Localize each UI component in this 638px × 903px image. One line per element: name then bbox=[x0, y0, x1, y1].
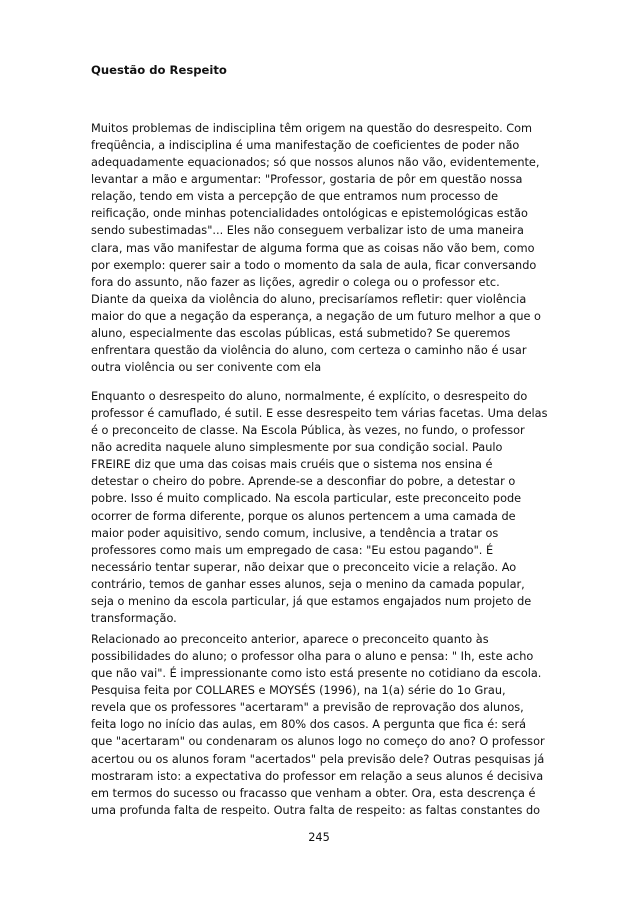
text-line: enfrentara questão da violência do aluno, com certeza o caminho não é usar bbox=[91, 344, 527, 358]
text-line: revela que os professores "acertaram" a previsão de reprovação dos alunos, bbox=[91, 701, 524, 715]
paragraph-1 bbox=[91, 120, 591, 376]
text-line: clara, mas vão manifestar de alguma forma que as coisas não vão bem, como bbox=[91, 241, 535, 255]
text-line: pobre. Isso é muito complicado. Na escola particular, este preconceito pode bbox=[91, 492, 522, 506]
text-line: levantar a mão e argumentar: "Professor, gostaria de pôr em questão nossa bbox=[91, 173, 523, 187]
text-line: necessário tentar superar, não deixar que o preconceito vicie a relação. Ao bbox=[91, 560, 517, 574]
text-line: professores como mais um empregado de casa: "Eu estou pagando". É bbox=[91, 543, 494, 557]
text-line: Diante da queixa da violência do aluno, precisaríamos refletir: quer violência bbox=[91, 292, 527, 306]
text-line: freqüência, a indisciplina é uma manifestação de coeficientes de poder não bbox=[91, 139, 520, 153]
text-line: outra violência ou ser conivente com ela bbox=[91, 361, 322, 375]
paragraph-2 bbox=[91, 388, 591, 627]
text-line: contrário, temos de ganhar esses alunos, seja o menino da camada popular, bbox=[91, 577, 525, 591]
text-line: feita logo no início das aulas, em 80% dos casos. A pergunta que fica é: será bbox=[91, 718, 527, 732]
text-line: por exemplo: querer sair a todo o momento da sala de aula, ficar conversando bbox=[91, 258, 537, 272]
text-line: fora do assunto, não fazer as lições, agredir o colega ou o professor etc. bbox=[91, 275, 500, 289]
text-line: ocorrer de forma diferente, porque os alunos pertencem a uma camada de bbox=[91, 509, 516, 523]
text-line: sendo subestimadas"... Eles não conseguem verbalizar isto de uma maneira bbox=[91, 224, 524, 238]
paragraph-3 bbox=[91, 631, 591, 819]
text-line: transformação. bbox=[91, 612, 177, 626]
text-line: professor é camuflado, é sutil. E esse desrespeito tem várias facetas. Uma delas bbox=[91, 407, 548, 421]
text-line: relação, tendo em vista a percepção de que entramos num processo de bbox=[91, 190, 499, 204]
page-title: Questão do Respeito bbox=[91, 63, 227, 77]
text-line: Relacionado ao preconceito anterior, aparece o preconceito quanto às bbox=[91, 633, 489, 646]
text-line: seja o menino da escola particular, já que estamos engajados num projeto de bbox=[91, 594, 532, 608]
text-line: em termos do sucesso ou fracasso que venham a obter. Ora, esta descrença é bbox=[91, 786, 536, 800]
text-line: uma profunda falta de respeito. Outra falta de respeito: as faltas constantes do bbox=[91, 803, 541, 817]
text-line: reificação, onde minhas potencialidades ontológicas e epistemológicas estão bbox=[91, 207, 528, 221]
text-line: é o preconceito de classe. Na Escola Pública, às vezes, no fundo, o professor bbox=[91, 424, 525, 438]
text-line: possibilidades do aluno; o professor olha para o aluno e pensa: " Ih, este acho bbox=[91, 650, 534, 664]
text-line: acertou ou os alunos foram "acertados" pela previsão dele? Outras pesquisas já bbox=[91, 752, 545, 766]
text-line: não acredita naquele aluno simplesmente por sua condição social. Paulo bbox=[91, 441, 503, 455]
text-line: Muitos problemas de indisciplina têm origem na questão do desrespeito. Com bbox=[91, 122, 533, 135]
text-line: Pesquisa feita por COLLARES e MOYSÉS (1996), na 1(a) série do 1o Grau, bbox=[91, 684, 506, 698]
text-line: adequadamente equacionados; só que nossos alunos não vão, evidentemente, bbox=[91, 156, 540, 170]
text-line: FREIRE diz que uma das coisas mais cruéis que o sistema nos ensina é bbox=[91, 458, 493, 472]
text-line: aluno, especialmente das escolas públicas, está submetido? Se queremos bbox=[91, 326, 511, 340]
text-line: Enquanto o desrespeito do aluno, normalmente, é explícito, o desrespeito do bbox=[91, 390, 528, 403]
text-line: maior do que a negação da esperança, a negação de um futuro melhor a que o bbox=[91, 309, 541, 323]
page-number: 245 bbox=[308, 831, 330, 844]
text-line: mostraram isto: a expectativa do professor em relação a seus alunos é decisiva bbox=[91, 769, 544, 783]
text-line: que não vai". É impressionante como isto está presente no cotidiano da escola. bbox=[91, 667, 542, 681]
text-line: que "acertaram" ou condenaram os alunos logo no começo do ano? O professor bbox=[91, 735, 545, 749]
text-line: detestar o cheiro do pobre. Aprende-se a desconfiar do pobre, a detestar o bbox=[91, 475, 516, 489]
text-line: maior poder aquisitivo, sendo comum, inclusive, a tendência a tratar os bbox=[91, 526, 499, 540]
